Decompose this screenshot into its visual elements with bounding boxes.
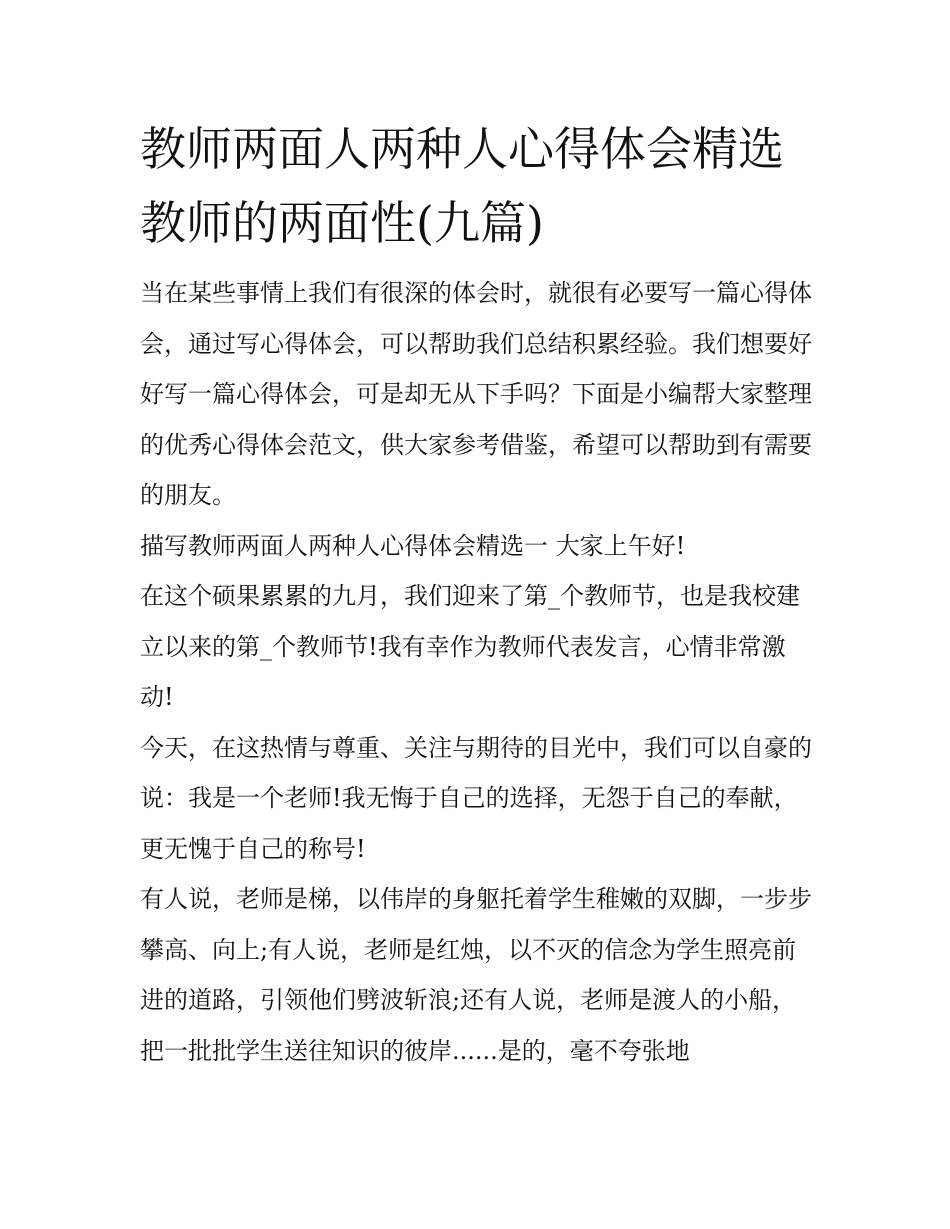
- paragraph-section-heading: 描写教师两面人两种人心得体会精选一 大家上午好!: [140, 531, 686, 560]
- document-body: [140, 112, 812, 1076]
- document-title: 教师两面人两种人心得体会精选 教师的两面性(九篇): [140, 122, 784, 250]
- paragraph-metaphors: 有人说，老师是梯，以伟岸的身躯托着学生稚嫩的双脚，一步步攀高、向上;有人说，老师是红烛，以不灭的信念为学生照亮前进的道路，引领他们劈波斩浪;还有人说，老师是渡人的小船，把一批批学生送往知识的彼岸......是的，毫不夸张地: [140, 885, 812, 1065]
- paragraph-intro: 当在某些事情上我们有很深的体会时，就很有必要写一篇心得体会，通过写心得体会，可以帮助我们总结积累经验。我们想要好好写一篇心得体会，可是却无从下手吗？下面是小编帮大家整理的优秀心得体会范文，供大家参考借鉴，希望可以帮助到有需要的朋友。: [140, 279, 812, 509]
- paragraph-teachers-day: 在这个硕果累累的九月，我们迎来了第_个教师节，也是我校建立以来的第_个教师节!我有幸作为教师代表发言，心情非常激动!: [140, 582, 800, 711]
- paragraph-proud: 今天，在这热情与尊重、关注与期待的目光中，我们可以自豪的说：我是一个老师!我无悔于自己的选择，无怨于自己的奉献，更无愧于自己的称号!: [140, 733, 812, 863]
